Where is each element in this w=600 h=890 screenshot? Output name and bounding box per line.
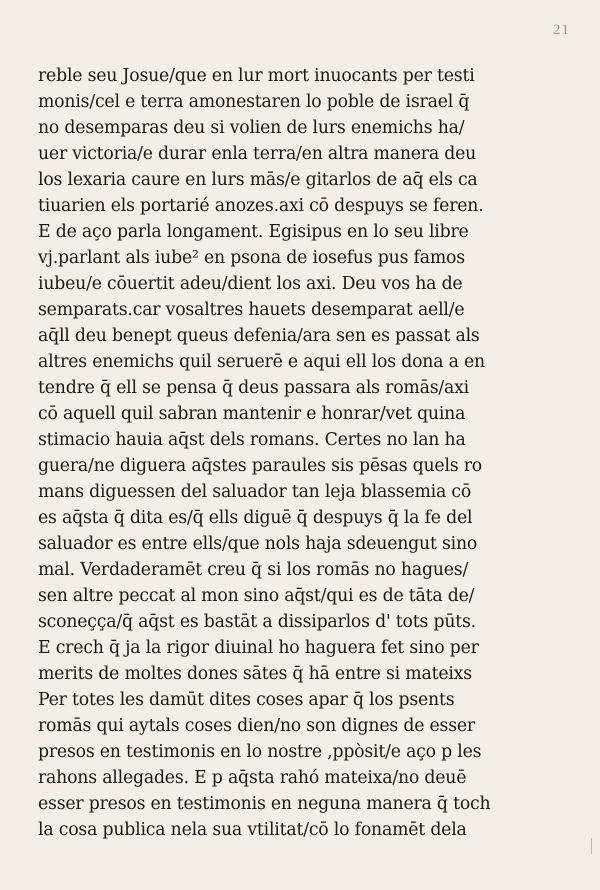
- text-line: reble seu Josue/que en lur mort inuocants per testi: [38, 66, 475, 86]
- text-line: los lexaria caure en lurs mās/e gitarlos de aq̄ els ca: [38, 170, 478, 190]
- text-line: monis/cel e terra amonestaren lo poble de israel q̄: [38, 92, 470, 112]
- text-line: sen altre peccat al mon sino aq̄st/qui es de tāta de/: [38, 586, 475, 606]
- text-line: stimacio hauia aq̄st dels romans. Certes no lan ha: [38, 430, 466, 450]
- text-line: semparats.car vosaltres hauets desemparat aell/e: [38, 300, 465, 320]
- text-line: presos en testimonis en lo nostre ,ppòsit/e aço p les: [38, 742, 482, 762]
- text-line: merits de moltes dones sātes q̄ hā entre si mateixs: [38, 664, 472, 684]
- text-line: la cosa publica nela sua vtilitat/cō lo fonamēt dela: [38, 820, 467, 840]
- text-line: uer victoria/e durar enla terra/en altra manera deu: [38, 144, 477, 164]
- text-line: romās qui aytals coses dien/no son dignes de esser: [38, 716, 475, 736]
- text-line: es aq̄sta q̄ dita es/q̄ ells diguē q̄ despuys q̄ la fe del: [38, 508, 473, 528]
- text-line: E crech q̄ ja la rigor diuinal ho haguera fet sino per: [38, 638, 479, 658]
- text-line: Per totes les damūt dites coses apar q̄ los psents: [38, 690, 455, 710]
- text-line: cō aquell quil sabran mantenir e honrar/vet quina: [38, 404, 466, 424]
- text-line: rahons allegades. E p aq̄sta rahó mateixa/no deuē: [38, 768, 467, 788]
- text-line: guera/ne diguera aq̄stes paraules sis pēsas quels ro: [38, 456, 483, 476]
- folio-number: 21: [553, 22, 570, 38]
- text-line: altres enemichs quil seruerē e aqui ell los dona a en: [38, 352, 485, 372]
- text-line: tendre q̄ ell se pensa q̄ deus passara als romās/axi: [38, 378, 469, 398]
- text-line: mans diguessen del saluador tan leja blassemia cō: [38, 482, 472, 502]
- text-line: mal. Verdaderamēt creu q̄ si los romās no hagues/: [38, 560, 469, 580]
- text-line: esser presos en testimonis en neguna manera q̄ toch: [38, 794, 491, 814]
- text-line: no desemparas deu si volien de lurs enemichs ha/: [38, 118, 465, 138]
- text-line: vj.parlant als iube² en psona de iosefus pus famos: [38, 248, 465, 268]
- text-line: E de aço parla longament. Egisipus en lo seu libre: [38, 222, 469, 242]
- text-line: sconeçça/q̄ aq̄st es bastāt a dissiparlos d' tots pūts.: [38, 612, 476, 632]
- text-line: iubeu/e cōuertit adeu/dient los axi. Deu vos ha de: [38, 274, 463, 294]
- text-line: saluador es entre ells/que nols haja sdeuengut sino: [38, 534, 478, 554]
- margin-mark: [591, 838, 592, 854]
- text-line: tiuarien els portarié anozes.axi cō despuys se feren.: [38, 196, 484, 216]
- text-line: aq̄ll deu benept queus defenia/ara sen es passat als: [38, 326, 480, 346]
- text-block: [38, 63, 558, 843]
